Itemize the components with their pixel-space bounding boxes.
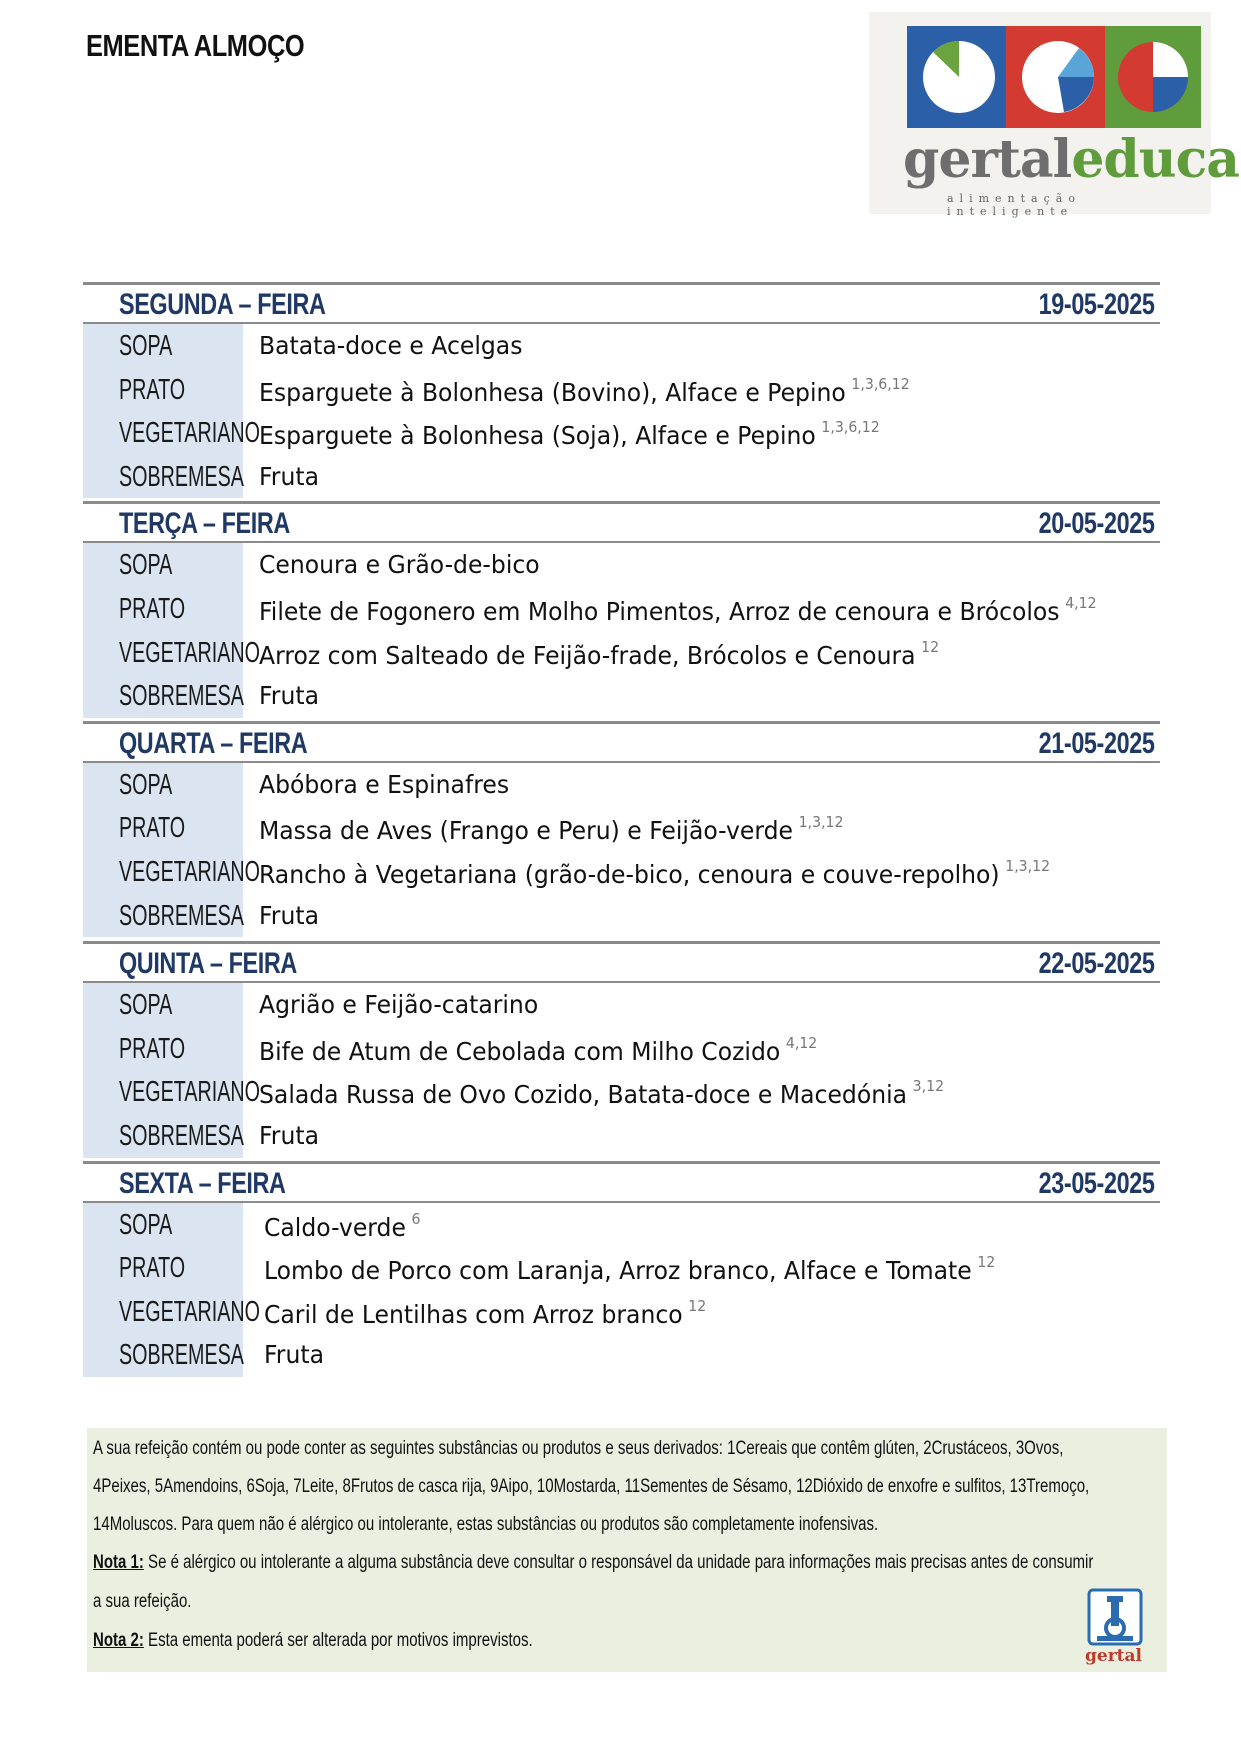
menu-row-sobremesa [83, 1114, 1160, 1158]
dish [264, 1340, 324, 1369]
logo-word-gertal: gertal [903, 129, 1072, 190]
weekly-menu [83, 282, 1160, 1377]
dish-text: Esparguete à Bolonhesa (Bovino), Alface e Pepino [259, 377, 846, 407]
course-label-cell [83, 1203, 243, 1247]
course-label: PRATO [119, 373, 186, 406]
day-section [83, 721, 1160, 937]
course-label-cell [83, 324, 243, 368]
allergen-footer [87, 1428, 1167, 1672]
allergen-codes: 1,3,12 [1005, 856, 1051, 875]
dish [259, 375, 910, 407]
day-date: 20-05-2025 [1038, 507, 1154, 541]
course-label: VEGETARIANO [119, 855, 260, 888]
course-label-cell [83, 894, 243, 938]
course-label: SOPA [119, 768, 173, 801]
dish-text: Fruta [259, 461, 319, 491]
course-label: SOPA [119, 549, 173, 582]
course-label: PRATO [119, 592, 186, 625]
day-name: SEGUNDA – FEIRA [119, 288, 326, 321]
dish [264, 1210, 421, 1242]
course-label: SOPA [119, 989, 173, 1022]
dish-text: Filete de Fogonero em Molho Pimentos, Arroz de cenoura e Brócolos [259, 596, 1060, 626]
course-label: SOBREMESA [119, 460, 244, 493]
dish [259, 594, 1097, 626]
day-date: 23-05-2025 [1038, 1166, 1154, 1200]
dish [264, 1297, 706, 1329]
course-label-cell [83, 368, 243, 412]
course-label: VEGETARIANO [119, 1076, 260, 1109]
course-label-cell [83, 1027, 243, 1071]
gertal-logo-mark [1083, 1588, 1153, 1648]
page-title: EMENTA ALMOÇO [86, 28, 305, 63]
menu-row-sobremesa [83, 674, 1160, 718]
course-label: SOBREMESA [119, 680, 244, 713]
allergen-text-line-2: 4Peixes, 5Amendoins, 6Soja, 7Leite, 8Frutos de casca rija, 9Aipo, 10Mostarda, 11Sementes de Sésamo, 12Dióxido de enxofre e sulfitos, 13Tremoço, [93, 1476, 1090, 1497]
nota-2 [93, 1630, 533, 1652]
day-name: TERÇA – FEIRA [119, 507, 290, 541]
menu-row-vegetariano [83, 850, 1160, 894]
allergen-codes: 1,3,12 [798, 813, 844, 832]
menu-row-vegetariano [83, 1070, 1160, 1114]
dish [259, 462, 319, 491]
day-date: 22-05-2025 [1038, 947, 1154, 981]
day-section [83, 282, 1160, 498]
nota-1-continued: a sua refeição. [93, 1591, 192, 1612]
course-label-cell [83, 631, 260, 675]
course-label: SOBREMESA [119, 1119, 244, 1152]
menu-row-prato [83, 1027, 1160, 1071]
allergen-text-line-3: 14Moluscos. Para quem não é alérgico ou intolerante, estas substâncias ou produtos são completamente inofensivas. [93, 1514, 879, 1535]
dish [259, 857, 1050, 889]
dish [259, 813, 844, 845]
menu-row-prato [83, 806, 1160, 850]
course-label-cell [83, 1246, 243, 1290]
course-label-cell [83, 411, 260, 455]
dish [259, 418, 880, 450]
dish-text: Fruta [259, 681, 319, 711]
dish-text: Fruta [259, 1120, 319, 1150]
nota-1 [93, 1552, 1093, 1574]
menu-row-prato [83, 1246, 1160, 1290]
allergen-text-line-1: A sua refeição contém ou pode conter as seguintes substâncias ou produtos e seus derivados: 1Cereais que contêm glúten, 2Crustáceos, 3Ovos, [93, 1438, 1064, 1459]
day-header [83, 941, 1160, 983]
course-label-cell [83, 1114, 243, 1158]
dish-text: Caldo-verde [264, 1212, 406, 1242]
dish [259, 550, 540, 579]
dish-text: Salada Russa de Ovo Cozido, Batata-doce e Macedónia [259, 1080, 908, 1110]
allergen-codes: 3,12 [912, 1077, 945, 1096]
dish [259, 1121, 319, 1150]
day-name: QUINTA – FEIRA [119, 947, 297, 981]
allergen-codes: 4,12 [1065, 593, 1097, 612]
menu-row-sopa [83, 763, 1160, 807]
day-date: 21-05-2025 [1038, 726, 1154, 760]
day-header [83, 501, 1160, 543]
course-label: VEGETARIANO [119, 636, 260, 669]
nota-1-label: Nota 1: [93, 1552, 144, 1573]
course-label-cell [83, 674, 243, 718]
dish [259, 990, 538, 1019]
course-label-cell [83, 1333, 243, 1377]
gertal-logo-bar-top [1107, 1596, 1123, 1602]
course-label: SOPA [119, 330, 173, 362]
allergen-codes: 12 [977, 1253, 996, 1272]
allergen-codes: 1,3,6,12 [821, 418, 880, 437]
menu-row-vegetariano [83, 1290, 1160, 1334]
dish [259, 901, 319, 930]
course-label: SOPA [119, 1208, 173, 1241]
menu-row-vegetariano [83, 411, 1160, 455]
course-label: VEGETARIANO [119, 1295, 260, 1328]
course-label-cell [83, 587, 243, 631]
course-label-cell [83, 1290, 260, 1334]
course-label-cell [83, 1070, 260, 1114]
dish-text: Fruta [259, 900, 319, 930]
dish-text: Abóbora e Espinafres [259, 769, 510, 799]
menu-row-sopa [83, 1203, 1160, 1247]
dish [259, 1034, 817, 1066]
dish [264, 1253, 995, 1285]
dish-text: Esparguete à Bolonhesa (Soja), Alface e Pepino [259, 421, 816, 451]
menu-row-sobremesa [83, 894, 1160, 938]
course-label: SOBREMESA [119, 1339, 244, 1372]
allergen-codes: 12 [921, 637, 940, 656]
course-label-cell [83, 763, 243, 807]
nota-1-text: Se é alérgico ou intolerante a alguma substância deve consultar o responsável da unidade para informações mais precisas antes de consumir [143, 1552, 1094, 1573]
day-name: SEXTA – FEIRA [119, 1166, 286, 1200]
logo-word-educa: educa [1071, 129, 1239, 190]
course-label-cell [83, 455, 243, 499]
course-label-cell [83, 543, 243, 587]
day-date: 19-05-2025 [1038, 288, 1154, 321]
menu-row-sopa [83, 324, 1160, 368]
day-section [83, 501, 1160, 717]
dish-text: Fruta [264, 1340, 324, 1370]
dish-text: Caril de Lentilhas com Arroz branco [264, 1299, 683, 1329]
logo-wordmark [903, 129, 1239, 190]
allergen-codes: 6 [411, 1209, 421, 1228]
menu-row-sobremesa [83, 1333, 1160, 1377]
gertaleduca-logo [869, 12, 1239, 218]
nota-2-label: Nota 2: [93, 1630, 144, 1651]
day-header [83, 1161, 1160, 1203]
gertal-logo [1083, 1588, 1153, 1668]
menu-row-prato [83, 587, 1160, 631]
dish-text: Massa de Aves (Frango e Peru) e Feijão-verde [259, 816, 794, 846]
dish-text: Arroz com Salteado de Feijão-frade, Brócolos e Cenoura [259, 640, 916, 670]
day-section [83, 941, 1160, 1157]
dish [259, 770, 509, 799]
dish-text: Cenoura e Grão-de-bico [259, 550, 540, 580]
logo-tagline: alimentação inteligente [947, 192, 1081, 218]
course-label-cell [83, 983, 243, 1027]
dish-text: Batata-doce e Acelgas [259, 331, 523, 360]
gertal-logo-stem [1111, 1602, 1119, 1626]
dish [259, 638, 939, 670]
allergen-codes: 1,3,6,12 [851, 374, 910, 393]
gertal-logo-text: gertal [1085, 1646, 1142, 1666]
day-header [83, 721, 1160, 763]
course-label-cell [83, 850, 260, 894]
dish [259, 331, 522, 360]
course-label: PRATO [119, 1252, 186, 1285]
course-label: VEGETARIANO [119, 417, 260, 450]
menu-row-sopa [83, 983, 1160, 1027]
gertal-logo-base [1097, 1636, 1133, 1641]
menu-row-sopa [83, 543, 1160, 587]
course-label: PRATO [119, 1032, 186, 1065]
menu-row-sobremesa [83, 455, 1160, 499]
dish-text: Bife de Atum de Cebolada com Milho Cozido [259, 1036, 781, 1066]
day-section [83, 1161, 1160, 1377]
course-label-cell [83, 806, 243, 850]
menu-row-vegetariano [83, 631, 1160, 675]
course-label: SOBREMESA [119, 899, 244, 932]
allergen-codes: 12 [688, 1296, 707, 1315]
dish-text: Lombo de Porco com Laranja, Arroz branco, Alface e Tomate [264, 1256, 972, 1286]
allergen-codes: 4,12 [785, 1033, 818, 1052]
course-label: PRATO [119, 812, 186, 845]
dish-text: Rancho à Vegetariana (grão-de-bico, cenoura e couve-repolho) [259, 859, 1000, 889]
menu-row-prato [83, 368, 1160, 412]
day-header [83, 282, 1160, 324]
day-name: QUARTA – FEIRA [119, 726, 308, 760]
dish [259, 1077, 944, 1109]
dish [259, 681, 319, 710]
nota-2-text: Esta ementa poderá ser alterada por motivos imprevistos. [143, 1630, 533, 1651]
dish-text: Agrião e Feijão-catarino [259, 990, 539, 1020]
